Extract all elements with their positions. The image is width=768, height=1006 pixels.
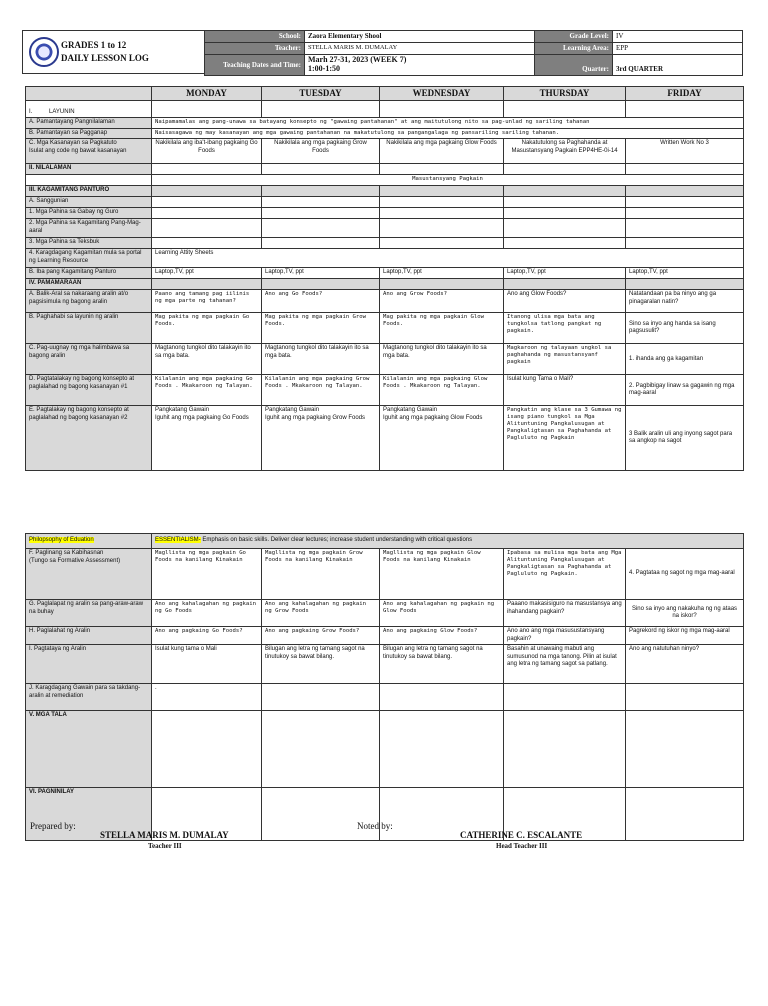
karagdagang-label: 4. Karagdagang Kagamitan mula sa portal ng Learning Resource [26,249,152,268]
karagdagang-text: Learning Attity Sheets [152,249,744,268]
procedure-label-h: H. Paglalahat ng Aralin [26,627,152,645]
quarter-label: Quarter: [535,55,613,76]
procedure-label-e: E. Pagtalakay ng bagong konsepto at paglalahad ng bagong kasanayan #2 [26,406,152,471]
procedure-j-fri [626,684,744,711]
kasanayan-wed: Nakikilala ang mga pagkaing Glow Foods [380,139,504,164]
procedure-row-j [26,684,744,711]
procedure-i-fri: Ano ang natutuhan ninyo? [626,645,744,684]
dates-text: Marh 27-31, 2023 (WEEK 7) [308,55,407,64]
noted-by-name: CATHERINE C. ESCALANTE [460,830,583,840]
procedure-row-d [26,375,744,406]
pamantayang-label: A. Pamantayang Pangnilalaman [26,118,152,129]
procedure-h-thu: Ano ano ang mga masusustansyang pagkain? [504,627,626,645]
lesson-table-part1 [25,86,744,471]
lesson-table-part2 [25,533,744,841]
teksbuk-row [26,238,744,249]
procedure-b-tue: Mag pakita ng mga pagkain Grow Foods. [262,313,380,344]
area-value: EPP [613,43,743,55]
area-label: Learning Area: [535,43,613,55]
guro-row [26,208,744,219]
pamamaraan-label: IV. PAMAMARAAN [26,279,152,290]
procedure-a-wed: Ano ang Grow Foods? [380,290,504,313]
prepared-by-name: STELLA MARIS M. DUMALAY [100,830,229,840]
procedure-e-mon: Pangkatang Gawain Iguhit ang mga pagkaing Go Foods [152,406,262,471]
prepared-by-title: Teacher III [148,842,182,850]
procedure-row-g [26,600,744,627]
procedure-row-c [26,344,744,375]
iba-pa-tue: Laptop,TV, ppt [262,268,380,279]
procedure-row-b [26,313,744,344]
philosophy-label: Philopsophy of Eduation [29,537,94,544]
procedure-j-mon: . [152,684,262,711]
time-text: 1:00-1:50 [308,63,340,73]
pagninilay-label: VI. PAGNINILAY [26,788,152,841]
procedure-d-thu: Isulat kung Tama o Mali? [504,375,626,406]
philosophy-row [26,534,744,549]
kasanayan-mon: Nakikilala ang iba't-ibang pagkaing Go Foods [152,139,262,164]
day-wednesday: WEDNESDAY [380,87,504,101]
procedure-g-thu: Paaano makasisiguro na masustansya ang ihahandang pagkain? [504,600,626,627]
procedure-c-tue: Magtanong tungkol dito talakayin ito sa mga bata. [262,344,380,375]
day-monday: MONDAY [152,87,262,101]
kagamitan-row [26,186,744,197]
procedure-f-mon: Magllista ng mga pagkain Go Foods na kanilang Kinakain [152,549,262,600]
pagganap-row [26,128,744,139]
procedure-d-mon: Kilalanin ang mga pagkaing Go Foods . Mkakaroon ng Talayan. [152,375,262,406]
title-line-1: GRADES 1 to 12 [61,40,127,50]
procedure-b-mon: Mag pakita ng mga pagkain Go Foods. [152,313,262,344]
pamantayang-row [26,118,744,129]
nilalaman-text-row [26,175,744,186]
procedure-g-tue: Ano ang kahalagahan ng pagkain ng Grow Foods [262,600,380,627]
procedure-label-d: D. Pagtatalakay ng bagong konsepto at paglalahad ng bagong kasanayan #1 [26,375,152,406]
noted-by-label: Noted by: [357,821,393,831]
logo-box [22,30,206,74]
procedure-label-f: F. Paglinang sa Kabihasnan (Tungo sa Formative Assessment) [26,549,152,600]
procedure-d-wed: Kilalanin ang mga pagkaing Glow Foods . Mkakaroon ng Talayan. [380,375,504,406]
procedure-h-tue: Ano ang pagkaing Grow Foods? [262,627,380,645]
procedure-g-wed: Ano ang kahalagahan ng pagkain ng Glow Foods [380,600,504,627]
procedure-i-wed: Bilugan ang letra ng tamang sagot na tinutukoy sa bawat bilang. [380,645,504,684]
day-tuesday: TUESDAY [262,87,380,101]
procedure-i-tue: Bilugan ang letra ng tamang sagot na tinutukoy sa bawat bilang. [262,645,380,684]
kasanayan-fri: Written Work No 3 [626,139,744,164]
procedure-label-b: B. Paghahabi sa layunin ng aralin [26,313,152,344]
procedure-h-mon: Ano ang pagkaing Go Foods? [152,627,262,645]
mga-tala-row [26,711,744,788]
mag-aaral-label: 2. Mga Pahina sa Kagamitang Pang-Mag-aaral [26,219,152,238]
procedure-f-thu: Ipabasa sa mulisa mga bata ang Mga Alituntuning Pangkalusugan at Pangkaligtasan sa Paghahanda at Pagluluto ng Pagkain. [504,549,626,600]
procedure-j-thu [504,684,626,711]
pagganap-label: B. Pamantayan sa Pagganap [26,128,152,139]
layunin-label: I. LAYUNIN [26,101,152,118]
kagamitan-label: III. KAGAMITANG PANTURO [26,186,152,197]
quarter-value: 3rd QUARTER [613,55,743,76]
grade-label: Grade Level: [535,31,613,43]
kasanayan-title: C. Mga Kasanayan sa Pagkatuto [29,140,117,147]
title-line-2: DAILY LESSON LOG [61,53,149,63]
pamamaraan-row [26,279,744,290]
procedure-row-i [26,645,744,684]
procedure-row-h [26,627,744,645]
nilalaman-label: II. NILALAMAN [26,164,152,175]
procedure-label-i: I. Pagtataya ng Aralin [26,645,152,684]
procedure-a-thu: Ano ang Glow Foods? [504,290,626,313]
procedure-b-thu: Itanong ulisa mga bata ang tungkolsa tatlong pangkat ng pagkain. [504,313,626,344]
mag-aaral-row [26,219,744,238]
grade-value: IV [613,31,743,43]
header-block [22,30,742,74]
procedure-label-g: G. Paglalapat ng aralin sa pang-araw-araw na buhay [26,600,152,627]
procedure-label-c: C. Pag-uugnay ng mga halimbawa sa bagong aralin [26,344,152,375]
day-friday: FRIDAY [626,87,744,101]
karagdagang-row [26,249,744,268]
sanggunian-row [26,197,744,208]
mga-tala-label: V. MGA TALA [26,711,152,788]
nilalaman-text: Masustansyang Pagkain [152,175,744,186]
essentialism-cell [152,534,744,549]
philosophy-cell [26,534,152,549]
kasanayan-tue: Nakikilala ang mga pagkaing Grow Foods [262,139,380,164]
procedure-e-thu: Pangkatin ang klase sa 3 Gumawa ng isang piano tungkol sa Mga Alituntuning Pangkalusugan at Pangkaligtasan sa Paghahanda at Pagluluto ng Pagkain [504,406,626,471]
day-thursday: THURSDAY [504,87,626,101]
procedure-g-fri: Sino sa inyo ang nakakuha ng ng ataas na iskor? [626,600,744,627]
nilalaman-row [26,164,744,175]
pagganap-text: Naisasagawa ng may kasanayan ang mga gawaing pantahanan na makatutulong sa pangangalaga ng pansariling sariling tahanan. [152,128,744,139]
noted-by-title: Head Teacher III [496,842,548,850]
blank-corner [26,87,152,101]
procedure-c-thu: Magkaroon ng talayaan ungkol sa paghahanda ng masustansyanf pagkain [504,344,626,375]
procedure-e-wed: Pangkatang Gawain Iguhit ang mga pagkaing Glow Foods [380,406,504,471]
procedure-j-wed [380,684,504,711]
procedure-a-tue: Ano ang Go Foods? [262,290,380,313]
procedure-label-j: J. Karagdagang Gawain para sa takdang- aralin at remediation [26,684,152,711]
teacher-label: Teacher: [205,43,305,55]
pamantayang-text: Naipamamalas ang pang-unawa sa batayang konsepto ng "gawaing pantahanan" at ang maitutulong nito sa pag-unlad ng sariling tahanan [152,118,744,129]
procedure-label-a: A. Balik-Aral sa nakaraang aralin at/o pagsisimula ng bagong aralin [26,290,152,313]
kasanayan-label [26,139,152,164]
procedure-e-tue: Pangkatang Gawain Iguhit ang mga pagkaing Grow Foods [262,406,380,471]
procedure-a-mon: Paano ang tamang pag iilinis ng mga parte ng tahanan? [152,290,262,313]
deped-seal-icon [29,37,59,67]
kasanayan-thu: Nakatutulong sa Paghahanda at Masustansyang Pagkain EPP4HE-0i-14 [504,139,626,164]
procedure-b-fri: Sino sa inyo ang handa sa isang pagsusulit? [626,313,744,344]
procedure-c-wed: Magtanong tungkol dito talakayin ito sa mga bata. [380,344,504,375]
essentialism-title: ESSENTIALISM- [155,537,201,544]
school-label: School: [205,31,305,43]
procedure-i-thu: Basahin at unawaing mabuti ang sumusunod na mga tanong. Pilin at isulat ang letra ng tamang sagot sa patlang. [504,645,626,684]
procedure-a-fri: Natatandaan pa ba ninyo ang ga pinagaralan natin? [626,290,744,313]
dates-label: Teaching Dates and Time: [205,55,305,76]
procedure-i-mon: Isulat kung tama o Mali [152,645,262,684]
iba-pa-wed: Laptop,TV, ppt [380,268,504,279]
iba-pa-label: B. Iba pang Kagamitang Panturo [26,268,152,279]
day-header-row [26,87,744,101]
procedure-e-fri: 3 Balik aralin uli ang inyong sagot para sa angkop na sagot [626,406,744,471]
procedure-b-wed: Mag pakita ng mga pagkain Glow Foods. [380,313,504,344]
iba-pa-thu: Laptop,TV, ppt [504,268,626,279]
procedure-h-wed: Ano ang pagkaing Glow Foods? [380,627,504,645]
procedure-j-tue [262,684,380,711]
kasanayan-sub: Isulat ang code ng bawat kasanayan [29,147,127,154]
kasanayan-row [26,139,744,164]
iba-pa-row [26,268,744,279]
procedure-f-fri: 4. Pagtataa ng sagot ng mga mag-aaral [626,549,744,600]
header-info-table [204,30,743,76]
essentialism-text: Emphasis on basic skills. Deliver clear lectures; increase student understanding with critical questions [200,537,473,544]
procedure-d-tue: Kilalanin ang mga pagkaing Grow Foods . Mkakaroon ng Talayan. [262,375,380,406]
procedure-d-fri: 2. Pagbibigay linaw sa gagawin ng mga mag-aaral [626,375,744,406]
procedure-row-f [26,549,744,600]
teacher-value: STELLA MARIS M. DUMALAY [305,43,535,55]
layunin-row [26,101,744,118]
teksbuk-label: 3. Mga Pahina sa Teksbuk [26,238,152,249]
procedure-c-fri: 1. ihanda ang ga kagamitan [626,344,744,375]
iba-pa-mon: Laptop,TV, ppt [152,268,262,279]
school-value: Zaora Elementary Shool [305,31,535,43]
sanggunian-label: A. Sanggunian [26,197,152,208]
procedure-f-wed: Magllista ng mga pagkain Glow Foods na kanilang Kinakain [380,549,504,600]
prepared-by-label: Prepared by: [30,821,76,831]
procedure-f-tue: Magllista ng mga pagkain Grow Foods na kanilang Kinakain [262,549,380,600]
procedure-row-a [26,290,744,313]
iba-pa-fri: Laptop,TV, ppt [626,268,744,279]
procedure-g-mon: Ano ang kahalagahan ng pagkain ng Go Foods [152,600,262,627]
dates-value [305,55,535,76]
procedure-h-fri: Pagrekord ng iskor ng mga mag-aaral [626,627,744,645]
guro-label: 1. Mga Pahina sa Gabay ng Guro [26,208,152,219]
procedure-c-mon: Magtanong tungkol dito talakayin ito sa mga bata. [152,344,262,375]
procedure-row-e [26,406,744,471]
